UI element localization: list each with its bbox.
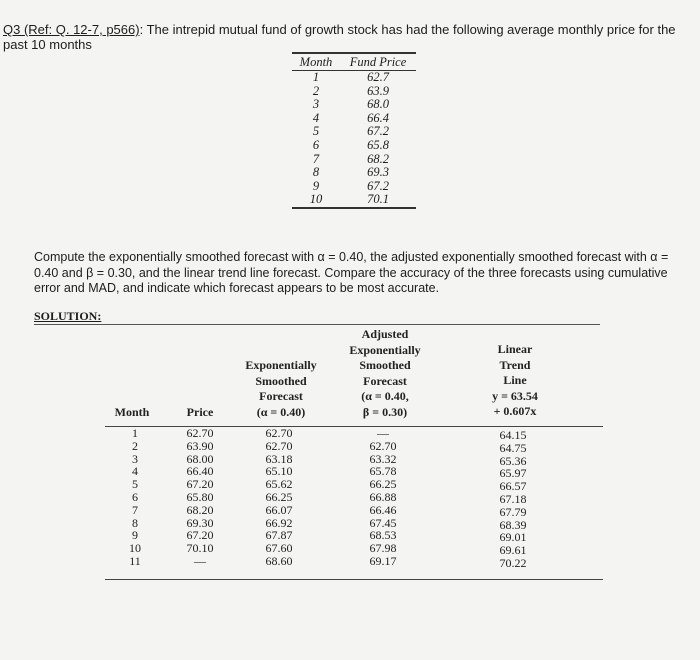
header-line: Linear xyxy=(497,342,533,356)
cell-exp: 66.92 xyxy=(265,515,293,530)
cell-price: 67.20 xyxy=(186,528,214,543)
header-line: Smoothed xyxy=(359,358,411,372)
cell-adj: 63.32 xyxy=(369,451,397,466)
cell-price: 67.20 xyxy=(186,477,214,492)
cell-month: 8 xyxy=(132,515,138,530)
cell-adj: 66.25 xyxy=(369,477,397,492)
fund-price-table xyxy=(292,52,416,209)
cell-exp: 63.18 xyxy=(265,451,293,466)
cell-price: 62.70 xyxy=(186,426,214,440)
fund-table-row xyxy=(292,153,416,167)
question-text xyxy=(3,22,700,52)
cell-adj: 66.88 xyxy=(369,489,397,504)
header-line: Forecast xyxy=(259,389,303,403)
cell-price: 63.90 xyxy=(186,438,214,453)
cell-exp: 62.70 xyxy=(265,438,293,453)
cell-exp: 67.87 xyxy=(265,528,293,543)
cell-month: 5 xyxy=(132,477,138,492)
cell-month: 6 xyxy=(132,489,138,504)
solution-rule xyxy=(34,324,600,325)
fund-month-cell: 1 xyxy=(312,70,320,84)
fund-table-row xyxy=(292,112,416,126)
fund-price-cell: 66.4 xyxy=(367,110,389,125)
table-bottom-rule xyxy=(105,579,603,580)
fund-price-cell: 68.0 xyxy=(367,97,389,112)
cell-lin: 64.75 xyxy=(499,440,527,455)
fund-table-row xyxy=(292,98,416,112)
question-ref: Q3 (Ref: Q. 12-7, p566) xyxy=(3,22,140,37)
fund-month-cell: 6 xyxy=(312,137,320,152)
fund-table-row xyxy=(292,139,416,153)
cell-price: 65.80 xyxy=(186,489,214,504)
cell-lin: 66.57 xyxy=(499,479,527,494)
column-adjusted xyxy=(355,427,411,568)
fund-price-cell: 63.9 xyxy=(367,83,389,98)
cell-price: 66.40 xyxy=(186,464,214,479)
fund-price-cell: 67.2 xyxy=(367,178,389,193)
fund-month-cell: 9 xyxy=(312,178,320,193)
cell-price: — xyxy=(194,553,206,568)
cell-lin: 64.15 xyxy=(499,428,527,442)
fund-month-cell: 10 xyxy=(292,193,340,208)
fund-table-row xyxy=(292,180,416,194)
cell-month: 4 xyxy=(132,464,138,479)
cell-month: 9 xyxy=(132,528,138,543)
fund-month-cell: 7 xyxy=(312,151,320,166)
column-linear-trend xyxy=(485,429,541,570)
cell-month: 11 xyxy=(129,553,141,568)
cell-lin: 65.97 xyxy=(499,466,527,481)
fund-price-cell: 65.8 xyxy=(367,137,389,152)
fund-table-header-month: Month xyxy=(292,53,340,71)
fund-price-cell: 62.7 xyxy=(367,70,389,84)
header-line: + 0.607x xyxy=(493,404,537,418)
fund-month-cell: 4 xyxy=(312,110,320,125)
column-month xyxy=(120,427,150,568)
fund-table-row xyxy=(292,71,416,85)
fund-price-cell: 67.2 xyxy=(367,124,389,139)
cell-lin: 67.18 xyxy=(499,491,527,506)
cell-lin: 69.61 xyxy=(499,543,527,558)
fund-table-row xyxy=(292,85,416,99)
header-line: Adjusted xyxy=(361,327,409,341)
cell-month: 10 xyxy=(129,541,141,556)
cell-adj: 69.17 xyxy=(369,553,397,568)
header-line: Line xyxy=(503,373,527,387)
fund-month-cell: 8 xyxy=(312,165,320,180)
cell-adj: 68.53 xyxy=(369,528,397,543)
compute-instructions: Compute the exponentially smoothed forecast with α = 0.40, the adjusted exponentially smoothed forecast with α = 0.40 and β = 0.30, and the linear trend line forecast. Compare the accuracy of the three forecasts using cumulative error and MAD, and indicate which forecast appears to be most accurate. xyxy=(34,250,669,295)
cell-exp: 68.60 xyxy=(265,553,293,568)
header-exp-smoothed xyxy=(233,358,329,420)
header-month: Month xyxy=(114,405,150,419)
cell-adj: 66.46 xyxy=(369,502,397,517)
fund-month-cell: 2 xyxy=(312,83,320,98)
cell-month: 2 xyxy=(132,438,138,453)
header-line: Exponentially xyxy=(349,342,421,357)
header-line: Forecast xyxy=(363,373,407,388)
cell-adj: 67.45 xyxy=(369,515,397,530)
header-line: Trend xyxy=(499,357,531,372)
cell-price: 70.10 xyxy=(186,541,214,556)
cell-lin: 68.39 xyxy=(499,517,527,532)
header-adjusted-exp-smoothed xyxy=(337,327,433,420)
cell-month: 3 xyxy=(132,451,138,466)
question-body: : The intrepid mutual fund of growth stock has had the following average monthly price for the past 10 months xyxy=(3,22,676,52)
fund-table-row xyxy=(292,166,416,180)
cell-month: 7 xyxy=(132,502,138,517)
fund-month-cell: 5 xyxy=(312,124,320,139)
cell-exp: 65.62 xyxy=(265,477,293,492)
cell-exp: 65.10 xyxy=(265,464,293,479)
cell-price: 69.30 xyxy=(186,515,214,530)
cell-exp: 62.70 xyxy=(265,426,293,440)
header-line: (α = 0.40) xyxy=(256,404,306,419)
fund-price-cell: 68.2 xyxy=(367,151,389,166)
cell-lin: 70.22 xyxy=(499,555,527,570)
cell-month: 1 xyxy=(132,426,138,440)
fund-price-cell: 70.1 xyxy=(340,193,416,208)
cell-exp: 66.07 xyxy=(265,502,293,517)
header-price: Price xyxy=(186,405,214,419)
cell-adj: — xyxy=(377,426,389,440)
header-line: (α = 0.40, xyxy=(361,389,409,403)
cell-adj: 62.70 xyxy=(369,438,397,453)
cell-adj: 67.98 xyxy=(369,541,397,556)
cell-adj: 65.78 xyxy=(369,464,397,479)
cell-lin: 67.79 xyxy=(499,504,527,519)
column-price xyxy=(172,427,228,568)
cell-price: 68.00 xyxy=(186,451,214,466)
cell-lin: 65.36 xyxy=(499,453,527,468)
cell-exp: 67.60 xyxy=(265,541,293,556)
header-line: y = 63.54 xyxy=(492,388,538,403)
column-exp-smoothed xyxy=(251,427,307,568)
cell-exp: 66.25 xyxy=(265,489,293,504)
header-line: Exponentially xyxy=(245,358,317,372)
solution-label: SOLUTION: xyxy=(34,309,102,323)
cell-lin: 69.01 xyxy=(499,530,527,545)
header-line: β = 0.30) xyxy=(362,404,408,419)
fund-table-row xyxy=(292,125,416,139)
fund-table-row xyxy=(292,193,416,208)
fund-month-cell: 3 xyxy=(312,97,320,112)
header-line: Smoothed xyxy=(255,373,307,388)
fund-table-header-price: Fund Price xyxy=(340,53,416,71)
fund-price-cell: 69.3 xyxy=(367,165,389,180)
cell-price: 68.20 xyxy=(186,502,214,517)
header-linear-trend xyxy=(475,342,555,420)
